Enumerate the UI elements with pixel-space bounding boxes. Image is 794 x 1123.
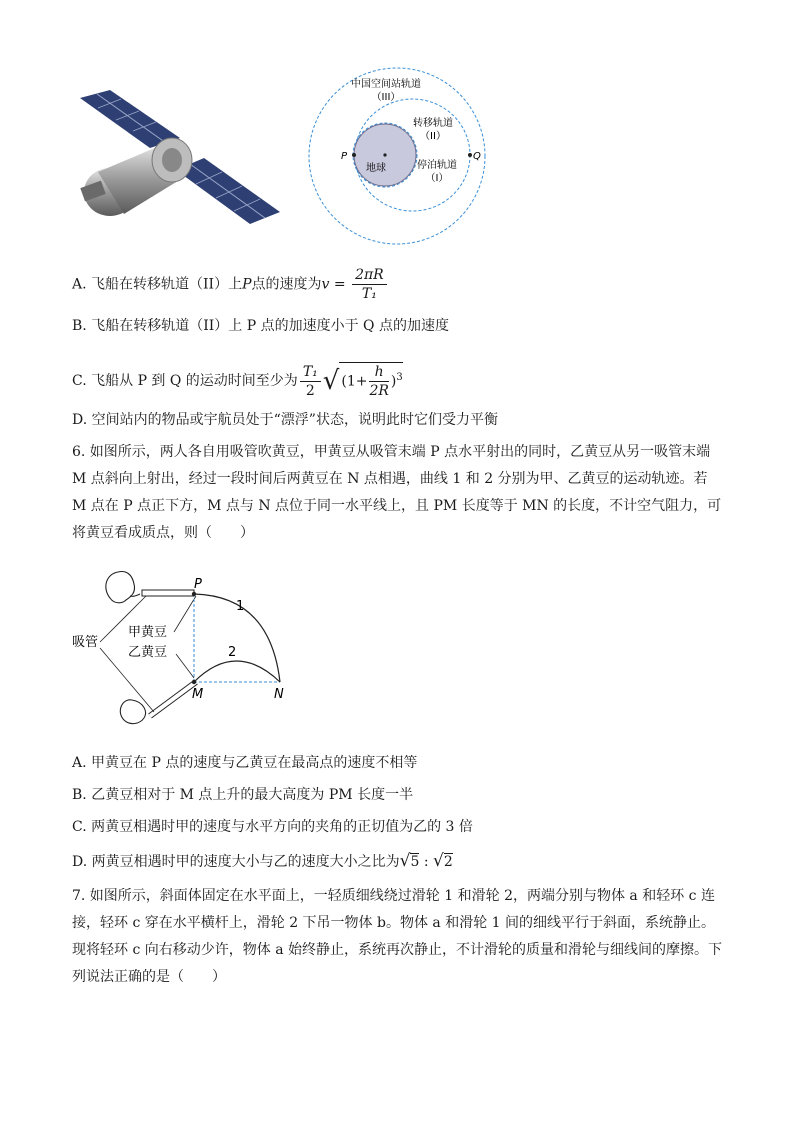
parking-orbit-label: 停泊轨道 <box>417 160 457 171</box>
point-p-dot <box>352 153 356 157</box>
q5-option-d: D. 空间站内的物品或宇航员处于“漂浮”状态，说明此时它们受力平衡 <box>72 412 498 428</box>
label-p: P <box>194 577 202 592</box>
q6-stem: 6. 如图所示，两人各自用吸管吹黄豆，甲黄豆从吸管末端 P 点水平射出的同时，乙黄豆从另一吸管末端 M 点斜向上射出，经过一段时间后两黄豆在 N 点相遇，曲线 1 和 2 分别为甲、乙黄豆的运动轨迹。若 M 点在 P 点正下方，M 点与 N 点位于同一水平线上，且 PM 长度等于 MN 的长度，不计空气阻力，可将黄豆看成质点，则（ ） <box>72 444 722 541</box>
straw-top <box>142 590 194 596</box>
parking-orbit-num: （I） <box>425 173 449 184</box>
label-bean-jia: 甲黄豆 <box>128 625 168 640</box>
solar-panel-right <box>176 158 280 224</box>
trajectory-2 <box>194 661 280 682</box>
label-n: N <box>274 687 284 702</box>
q6-option-c: C. 两黄豆相遇时甲的速度与水平方向的夹角的正切值为乙的 3 倍 <box>72 819 473 835</box>
transfer-orbit-num: （II） <box>420 131 446 142</box>
earth-center <box>383 153 386 156</box>
person-bottom-head <box>120 700 145 724</box>
point-q-label: Q <box>473 151 481 162</box>
label-bean-yi: 乙黄豆 <box>128 645 168 660</box>
label-curve-2: 2 <box>228 645 237 660</box>
sqrt-expression: √ (1+ $\frac{h}{2R}$ )$^3$ <box>322 364 403 399</box>
spacecraft-image <box>68 88 284 228</box>
person-top-head <box>106 572 135 603</box>
earth-label: 地球 <box>366 163 386 174</box>
q6-option-b: B. 乙黄豆相对于 M 点上升的最大高度为 PM 长度一半 <box>72 787 414 803</box>
q6-option-a: A. 甲黄豆在 P 点的速度与乙黄豆在最高点的速度不相等 <box>72 755 418 771</box>
q5-option-a: A. 飞船在转移轨道（II）上P点的速度为v = $\frac{2\pi R}{\text{T₁}}$ <box>72 266 389 303</box>
q5-option-c: C. 飞船从 P 到 Q 的运动时间至少为 $\frac{\text{T₁}}{2}$ √ (1+ $\frac{h}{2R}$ )$^3$ <box>72 363 403 399</box>
q5-option-b: B. 飞船在转移轨道（II）上 P 点的加速度小于 Q 点的加速度 <box>72 318 449 334</box>
station-orbit-num: （III） <box>371 92 401 103</box>
label-straw: 吸管 <box>72 635 99 650</box>
point-p-label: P <box>341 151 348 162</box>
station-orbit-label: 中国空间站轨道 <box>351 79 421 90</box>
label-curve-1: 1 <box>236 599 245 614</box>
bean-trajectory-diagram <box>70 566 300 730</box>
fraction-2pir-over-t1: $\frac{2\pi R}{\text{T₁}}$ <box>352 266 387 303</box>
q6-option-d: D. 两黄豆相遇时甲的速度大小与乙的速度大小之比为√5 : √2 <box>72 851 453 871</box>
transfer-orbit-label: 转移轨道 <box>413 118 453 129</box>
orbit-diagram <box>304 66 490 246</box>
q7-stem: 7. 如图所示，斜面体固定在水平面上，一轻质细线绕过滑轮 1 和滑轮 2，两端分别与物体 a 和轻环 c 连接，轻环 c 穿在水平横杆上，滑轮 2 下吊一物体 b。物体 a 和滑轮 1 间的细线平行于斜面，系统静止。现将轻环 c 向右移动少许，物体 a 始终静止，系统再次静止，不计滑轮的质量和滑轮与细线间的摩擦。下列说法正确的是（ ） <box>72 888 722 985</box>
fraction-t1-over-2: $\frac{\text{T₁}}{2}$ <box>300 363 321 400</box>
label-m: M <box>192 687 204 702</box>
point-q-dot <box>468 153 472 157</box>
